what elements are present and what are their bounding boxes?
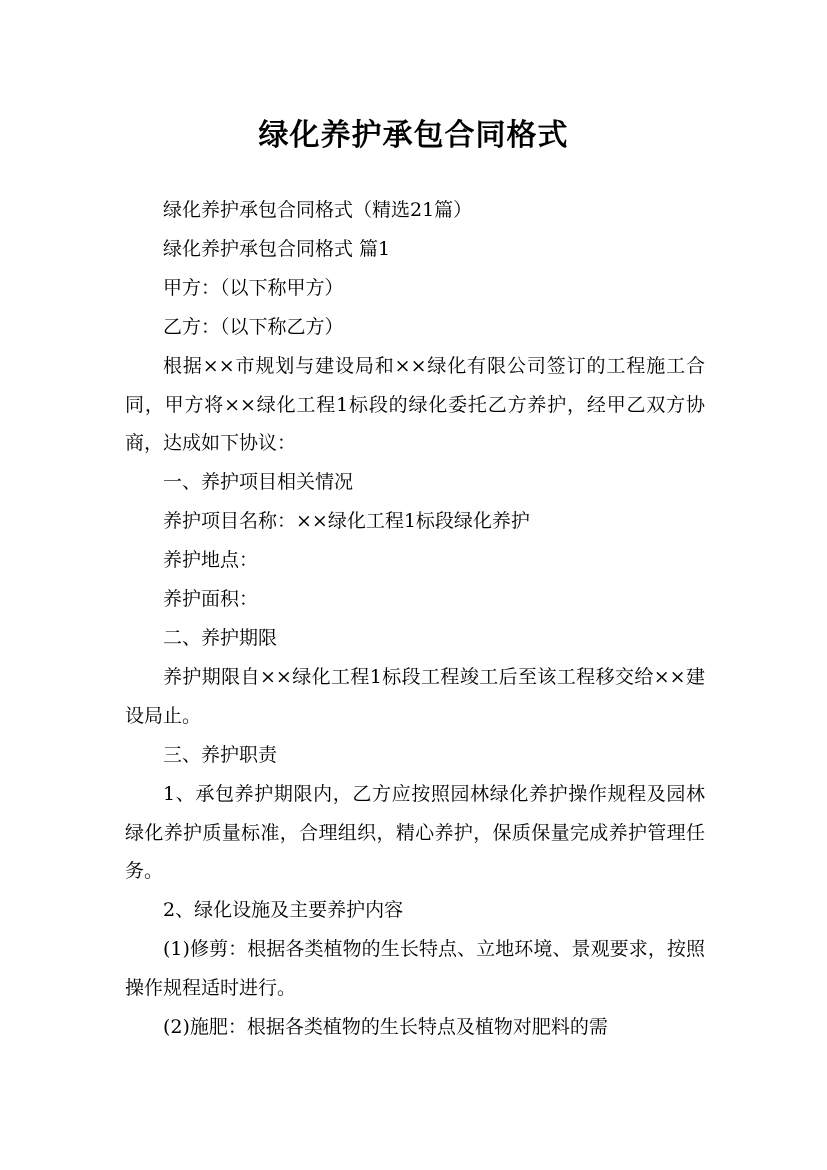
paragraph-preamble: 根据××市规划与建设局和××绿化有限公司签订的工程施工合同，甲方将××绿化工程1标段的绿化委托乙方养护，经甲乙双方协商，达成如下协议： bbox=[125, 354, 705, 455]
paragraph-duty-1: 1、承包养护期限内，乙方应按照园林绿化养护操作规程及园林绿化养护质量标准，合理组织，精心养护，保质保量完成养护管理任务。 bbox=[125, 782, 705, 883]
paragraph-heading-period: 二、养护期限 bbox=[163, 626, 278, 649]
paragraph-party-a: 甲方：（以下称甲方） bbox=[163, 276, 344, 299]
paragraph-subtitle: 绿化养护承包合同格式（精选21篇） bbox=[163, 199, 473, 221]
document-body bbox=[125, 191, 705, 1047]
paragraph-duty-2: 2、绿化设施及主要养护内容 bbox=[163, 899, 404, 922]
paragraph-fertilizing: (2)施肥：根据各类植物的生长特点及植物对肥料的需 bbox=[163, 1016, 608, 1039]
paragraph-party-b: 乙方：（以下称乙方） bbox=[163, 315, 344, 338]
paragraph-heading-project: 一、养护项目相关情况 bbox=[163, 471, 354, 494]
paragraph-project-name: 养护项目名称：××绿化工程1标段绿化养护 bbox=[163, 510, 530, 533]
paragraph-area: 养护面积： bbox=[163, 588, 259, 611]
paragraph-heading-duties: 三、养护职责 bbox=[163, 743, 278, 766]
document-title: 绿化养护承包合同格式 bbox=[258, 118, 569, 154]
paragraph-pruning: (1)修剪：根据各类植物的生长特点、立地环境、景观要求，按照操作规程适时进行。 bbox=[125, 938, 705, 1000]
paragraph-location: 养护地点： bbox=[163, 549, 259, 572]
paragraph-section-heading: 绿化养护承包合同格式 篇1 bbox=[163, 237, 391, 260]
paragraph-period: 养护期限自××绿化工程1标段工程竣工后至该工程移交给××建设局止。 bbox=[125, 665, 705, 727]
